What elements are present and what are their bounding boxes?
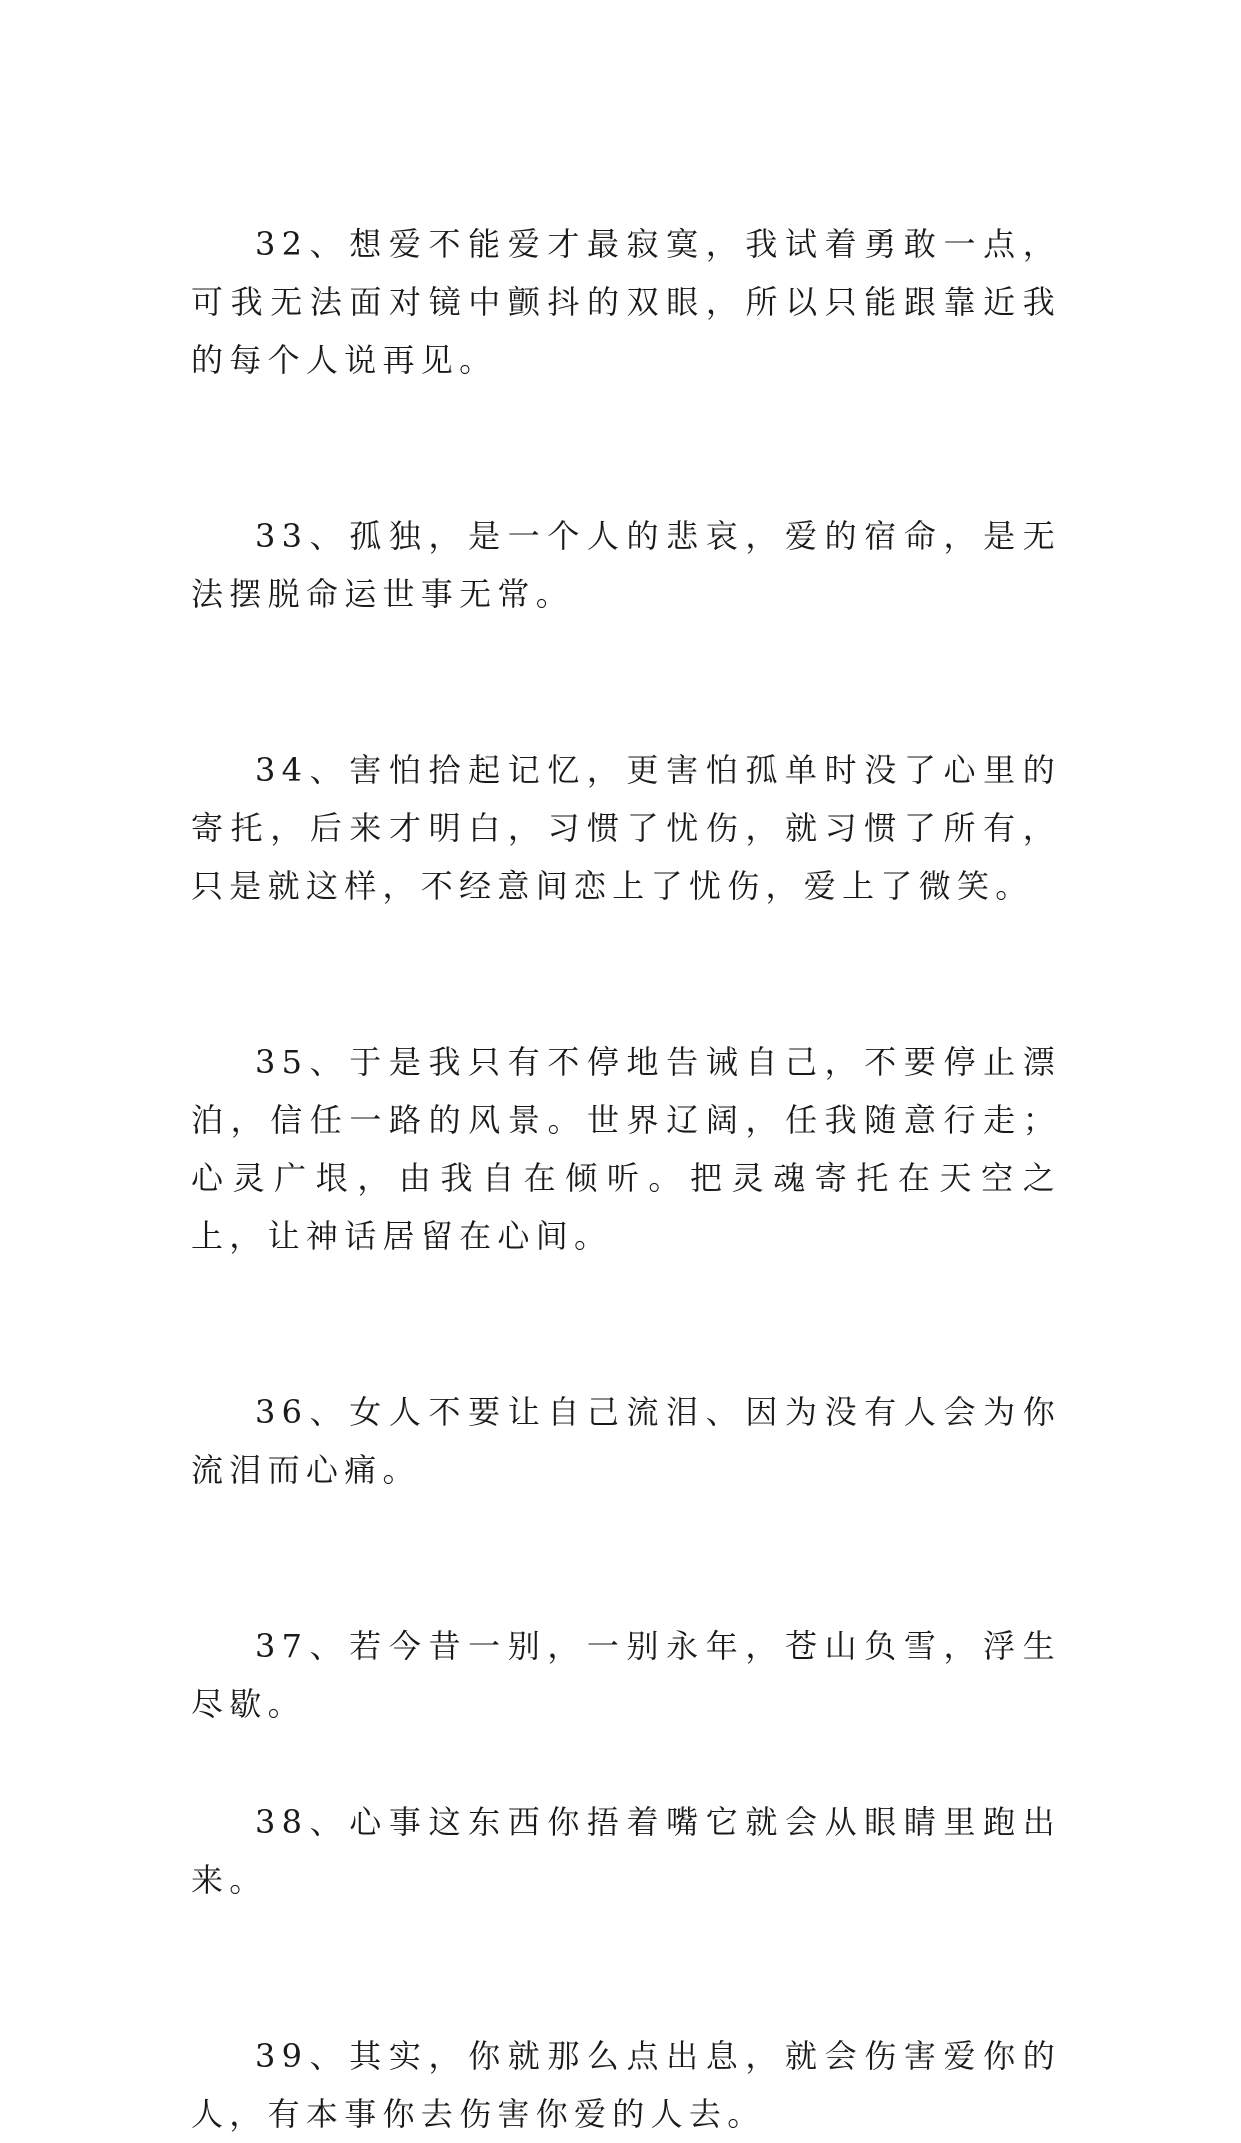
- paragraph-33: 33、孤独，是一个人的悲哀，爱的宿命，是无法摆脱命运世事无常。: [191, 517, 1061, 613]
- paragraph-34: 34、害怕拾起记忆，更害怕孤单时没了心里的寄托，后来才明白，习惯了忧伤，就习惯了所有，只是就这样，不经意间恋上了忧伤，爱上了微笑。: [191, 751, 1061, 905]
- document-body: [191, 215, 1061, 2143]
- paragraph-38: 38、心事这东西你捂着嘴它就会从眼睛里跑出来。: [191, 1803, 1061, 1899]
- paragraph-32: 32、想爱不能爱才最寂寞，我试着勇敢一点，可我无法面对镜中颤抖的双眼，所以只能跟靠近我的每个人说再见。: [191, 225, 1061, 379]
- paragraph-39: 39、其实，你就那么点出息，就会伤害爱你的人，有本事你去伤害你爱的人去。: [191, 2037, 1061, 2133]
- paragraph-37: 37、若今昔一别，一别永年，苍山负雪，浮生尽歇。: [191, 1627, 1061, 1723]
- paragraph-35: 35、于是我只有不停地告诫自己，不要停止漂泊，信任一路的风景。世界辽阔，任我随意行走；心灵广垠，由我自在倾听。把灵魂寄托在天空之上，让神话居留在心间。: [191, 1043, 1061, 1255]
- paragraph-36: 36、女人不要让自己流泪、因为没有人会为你流泪而心痛。: [191, 1393, 1061, 1489]
